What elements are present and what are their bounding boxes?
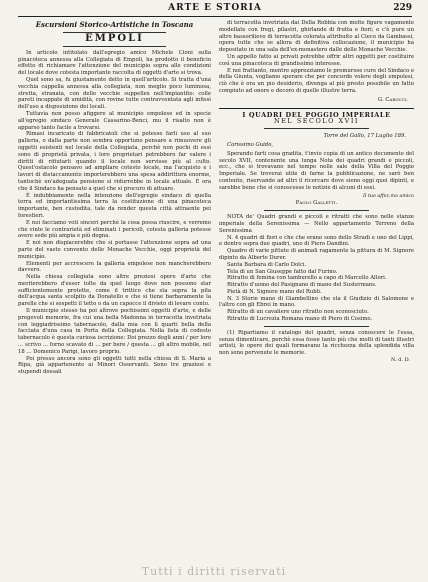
letter-signature: Paolo Galletti. [295,200,338,207]
section-title: Escursioni Storico-Artistiche in Toscana [35,20,194,29]
section-rule [219,108,414,109]
paragraph: Rimasi incaricato di fabbricatoli che si potesse farli uso al suo galleria, o dalla parte non sembra opportuno pensare a rimuovere gli oggetti esistenti nel locale della Collegiata, perchè non pochi di essi sono di proprietà privata, i loro proprietari potrebbero far valere i diritti di rifiutarli quando il locale non servisse più al culto. Quest'ostacolo pensavo ad ampliare cotesto locale, ma l'acquisto e i lavori di distaccamento importerebbero una spesa addirittura enorme, tantochè un'adeguata pensione si ridurrebbe in locale attuale. È ora che il Sindaco ha pensato a quel che si procuro di attuare. [18,131,211,192]
left-column [18,20,211,376]
paragraph: Il municipio stesso ha poi altrove pochissimi oggetti d'arte, e delle pregevoli memorie, fra cui una bella Madonna in terracotta invetriata con leggiadrissimo tabernacolo, dalla mia con lì quarti bella della facciata d'una casa in Porta della Collegiata. Nella lista di codesto tabernacolo è questa curiosa iscrizione: Doi prezzo degli anni / per loro ... scrivo ... forno scavato di ... per bere / questa ... gli altro mobile, nel 18 ... Domenico Parigi, lavoro proprio. [18,308,211,355]
closing: Il tuo affez.mo amico [362,193,414,199]
page-number: 229 [393,3,412,13]
salutation: Carissimo Guido, [227,141,274,148]
footnote-signature: N. d. D. [390,357,410,364]
running-header [18,3,412,17]
list-item: Ritratto d'uomo del Pasignano di mano del Sustermans. [227,282,377,289]
short-rule [264,326,369,327]
paragraph: In articolo intitolato dall'egregio amico Michele Cioni sulla pinacoteca annessa alla Collegiata di Empoli, ha prodotto il beneficio effetto di richiamare l'attenzione del municipio sopra alle condizioni del locale dove cotesta importante raccolta di oggetti d'arte si trova. [18,49,211,77]
author-signature: G. Carocci. [377,96,408,103]
paragraph: Poi presso ancora sono gli oggetti tutti nella chiesa di S. Maria a Ripa, già appartenente ai Minori Osservanti. Sono tre graziosi e stupendi dossali [18,355,211,376]
article-subtitle: NEL SECOLO XVII [274,117,359,126]
list-item: Quadro di varie pittute di animali ragamente la pittura di M. Signore dipinto da Alberto Durer. [219,248,414,261]
paragraph: di terracotta invetriata dai Della Robbia con molte figure vagamente modellate con fregi, pilastri, ghirlande di frutta e fiori; e c'è pure un altro bassorilievo di terracotta colorata attribuito al Cieco da Gambassi, opera tutte che se allora di definitiva collocazione, il municipio ha depositato in una sala dell'ex-monastero dalle delle Monache Vecchie. [219,20,414,54]
paragraph: Quel sono sa, fu giustamente detto in quell'articolo. Si tratta d'una vecchia cappella annessa alla collegiata, non meglio poco luminosa, stretta, stranata, con delle vecchie suppellex nell'impiantito: colle pareti incappate di umidità, con rovine tutte contravventata agli infissi dell'uso a disposizione dei locali. [18,76,211,111]
list-item: N. 4 quadri di fiori e che che erano sono dello Stradi e uno del Lippi, e dentro sopra due quadri, uno di Piero Dandini. [219,234,414,248]
list-heading: NOTA de' Quadri grandi e piccoli e ritratti che sono nelle stanze imperiale della Serenissima — Nello appartamento Terreno della Serenissima [219,214,414,234]
paragraph: Sperando farti cosa gradita, t'invio copia di un antico documento del secolo XVII, contenente una lunga Nota dei quadri grandi e piccoli, ecc., che si trovavano nel tempo nelle sale della Villa del Poggio Imperiale. Se troverai utile di farne la pubblicazione, ne sarò ben contento, riservando ad altri il ricercare dove sieno oggi quei dipinti, e sarebbe bene che si conoscesse le notizie di alcuni di essi. [219,150,414,191]
article-title: I QUADRI DEL POGGIO IMPERIALE [242,110,391,119]
paragraph: È indubbiamente nella intenzione dell'egregio sindaco di quella terra ed importantissima terra la costituzione di una pinacoteca importante, ben custodita, tale da render questa città attraente pei forestieri. [18,192,211,219]
list-item: Ritratto di un cavaliere uno ritratto non sconosciuto. [227,309,369,316]
right-column [219,20,414,364]
paragraph: E noi facciamo voti sinceri perchè la cosa possa riuscire, e verremo che vinte le contrarietà ed eliminati i pericoli, cotesta galleria potesse avere sede più ampia e più degna. [18,219,211,240]
list-item: Santa Barbara di Carlo Dolci. [227,261,307,268]
list-item: Ritratto di Lucrezia Romana mano di Piero di Cosimo. [227,316,373,323]
place-title: EMPOLI [85,33,144,44]
paragraph: Nella chiesa collegiata sono altre preziosi opere d'arte che meriterebbero d'esser tolte da quel luogo dove non possono star sufficientemente protette, come il trittico che sta sopra la pila dell'acqua santa scolpito da Donatello e che si tiene barbaramente la parelle che si sospetti il tetto o da un capocce il divieto di levare conto. [18,274,211,308]
list-item: N. 3 Storie mano di Giambellino che sta il Giudizio di Salomone e l'altro con gli Ebrei in mano. [219,295,414,309]
paragraph: Tuttavia non posso afiggere al municipio empolese ed in specie all'egregio sindaco Generale Cassarino-Benci, mu il risalto non è apparso tanto facile a trovarsi. [18,110,211,131]
paragraph: Elementi per accrescere la galleria empolese non mancherebbero davvero. [18,260,211,274]
paragraph: Un appello fatto ai privati potrebbe offrir altri oggetti per costituire così una pinacoteca di grandissimo interesse. [219,53,414,67]
short-rule [264,128,369,129]
list-item: Pietà di N. Signore mano del Rubli. [227,288,322,295]
paragraph: E noi frattanto, mentre apprezziamo le premurose cure del Sindaco e della Giunta, vogliamo sperare che per concorde volere degli empolesi, ciò che è ora un pio desiderio, divenga al più presto possibile un fatto compiuto ad onore e decoro di quelle illustre terra. [219,67,414,94]
running-title: ARTE E STORIA [168,3,262,13]
footnote: (1) Ripartiamo il catalogo del quadri, senza conoscere le l'essa, senza dimenticare, perchè essa fosse tanto più che molti di tanti illustri artisti, le opere dei quali formavano la ricchezza della splendida villa non sono pervenute le memorie. [219,329,414,357]
paragraph: E noi non dispiacerebbe che si portasse l'attenzione sopra ad una parte del vasto convento delle Monache Vecchie, oggi proprietà del municipio. [18,240,211,260]
list-item: Ritratto di femina con tamburello a capo di Marcello Allori. [227,275,387,282]
watermark: Tutti i diritti riservati [141,565,287,578]
short-rule [63,46,166,47]
list-item: Tela di un San Giuseppe fatto dal Furino. [227,268,338,275]
short-rule [264,210,369,211]
dateline: Torre del Gallo, 17 Luglio 189. [323,133,406,140]
